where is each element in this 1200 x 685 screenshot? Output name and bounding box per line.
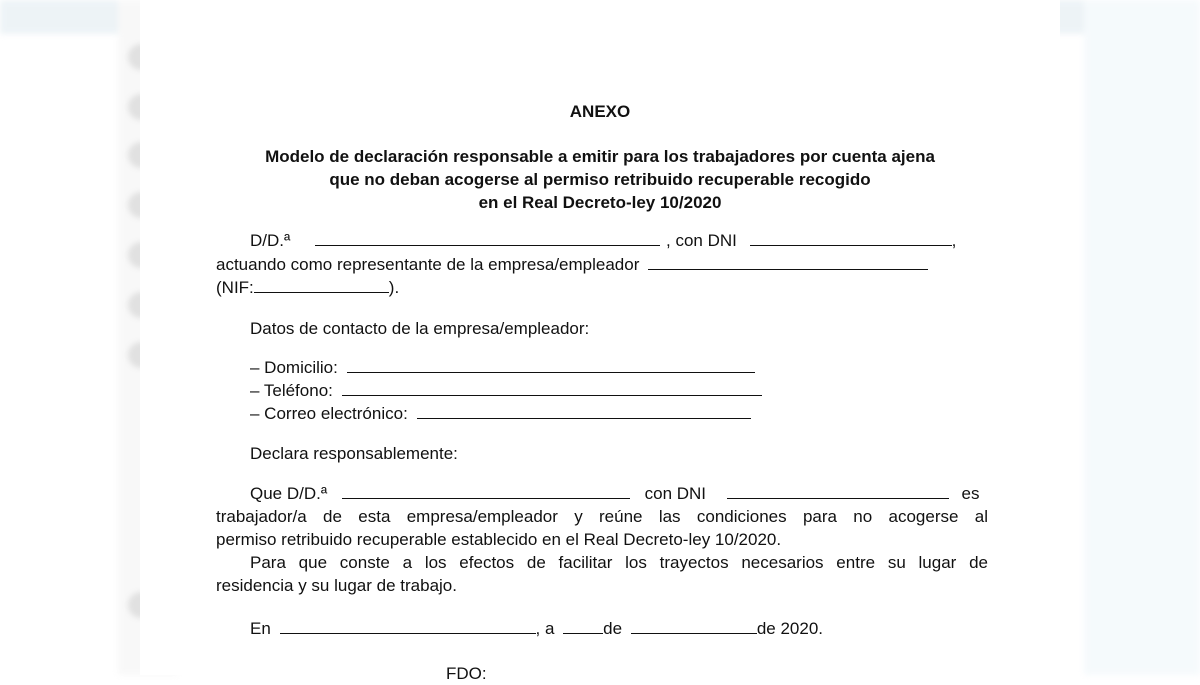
document-page [140, 0, 1060, 683]
subtitle-line: que no deban acogerse al permiso retribuido recuperable recogido [329, 170, 871, 189]
subtitle-line: Modelo de declaración responsable a emitir para los trabajadores por cuenta ajena [265, 147, 935, 166]
dni-field[interactable] [750, 230, 952, 246]
representative-line [216, 253, 988, 276]
body-line: permiso retribuido recuperable establecido en el Real Decreto-ley 10/2020. [216, 530, 782, 549]
day-field[interactable] [563, 618, 603, 634]
worker-line [250, 482, 988, 505]
background-right-panel [1084, 0, 1200, 675]
email-line [250, 402, 1022, 425]
worker-dni-field[interactable] [727, 483, 949, 499]
dd-label: D/D.ª [250, 231, 291, 250]
comma: , [951, 231, 957, 250]
contact-heading: Datos de contacto de la empresa/empleador: [250, 319, 590, 338]
phone-label: – Teléfono: [250, 381, 333, 400]
en-label: En [250, 619, 271, 638]
nif-close: ). [388, 278, 400, 297]
con-dni-label: , con DNI [666, 231, 737, 250]
month-field[interactable] [631, 618, 757, 634]
nif-label: (NIF: [216, 278, 254, 297]
document-title: ANEXO [569, 102, 631, 121]
year-label: de 2020. [756, 619, 824, 638]
signature-label: FDO: [446, 664, 487, 683]
nif-line [216, 276, 988, 299]
body-line: trabajador/a de esta empresa/empleador y reúne las condiciones para no acogerse al [216, 507, 988, 526]
de-label: de [603, 619, 623, 638]
phone-field[interactable] [342, 380, 762, 396]
worker-name-field[interactable] [342, 483, 630, 499]
document-subtitle [210, 145, 990, 214]
address-label: – Domicilio: [250, 358, 338, 377]
acting-as-label: actuando como representante de la empresa/empleador [216, 255, 640, 274]
place-field[interactable] [280, 618, 536, 634]
address-field[interactable] [347, 357, 755, 373]
email-field[interactable] [417, 403, 751, 419]
email-label: – Correo electrónico: [250, 404, 408, 423]
declares-heading: Declara responsablemente: [250, 444, 458, 463]
place-date-line [250, 617, 1022, 640]
body-line: Para que conste a los efectos de facilitar los trayectos necesarios entre su lugar de [250, 553, 988, 572]
que-dd-label: Que D/D.ª [250, 484, 328, 503]
phone-line [250, 379, 1022, 402]
con-dni-label-2: con DNI [644, 484, 707, 503]
company-field[interactable] [648, 254, 928, 270]
es-label: es [961, 484, 980, 503]
declarant-line [250, 229, 988, 252]
subtitle-line: en el Real Decreto-ley 10/2020 [478, 193, 722, 212]
nif-field[interactable] [254, 277, 389, 293]
body-line: residencia y su lugar de trabajo. [216, 576, 457, 595]
name-field[interactable] [315, 230, 660, 246]
address-line [250, 356, 1022, 379]
a-label: , a [535, 619, 555, 638]
